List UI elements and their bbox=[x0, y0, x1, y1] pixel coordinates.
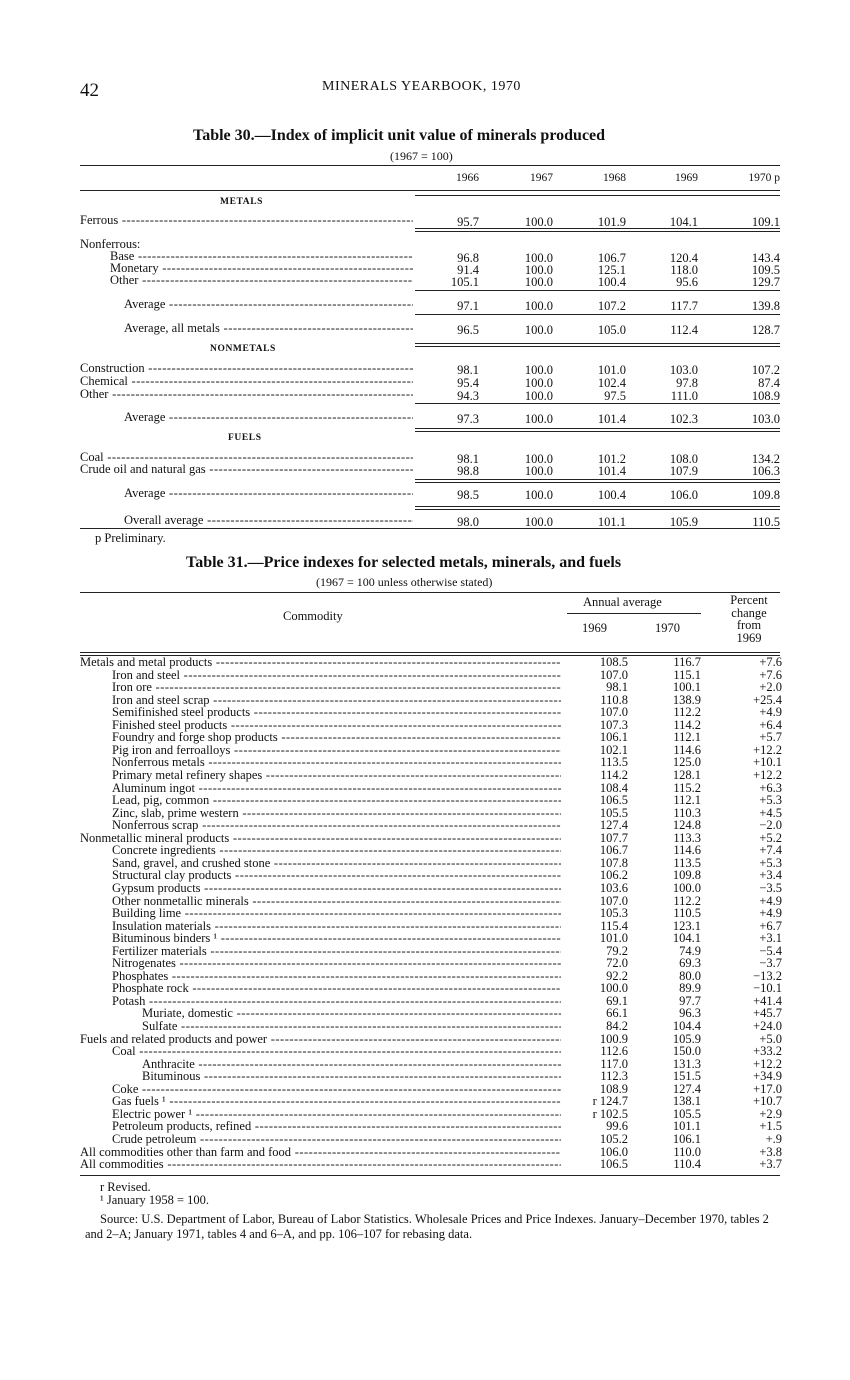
table30-rule bbox=[415, 195, 780, 196]
table30-cell: 95.6 bbox=[676, 275, 698, 289]
table30-rule bbox=[415, 431, 780, 432]
table31-cell-1970: 114.6 bbox=[673, 843, 701, 858]
table31-cell-1969: 112.3 bbox=[600, 1069, 628, 1084]
table30-cell: 100.0 bbox=[524, 464, 553, 478]
table30-rule bbox=[415, 506, 780, 507]
table31-cell-pct: +6.7 bbox=[759, 918, 782, 933]
table31-cell-1970: 112.2 bbox=[673, 893, 701, 908]
table31-cell-1969: 100.9 bbox=[599, 1031, 628, 1046]
table31-footnote-1: ¹ January 1958 = 100. bbox=[100, 1193, 210, 1207]
table31-row-label: Zinc, slab, prime western ----- bbox=[112, 807, 561, 820]
table31-1969-header: 1969 bbox=[582, 621, 607, 635]
table30-cell: 98.0 bbox=[457, 515, 479, 529]
table31-cell-1969: 107.0 bbox=[599, 893, 628, 908]
table30-rule bbox=[415, 428, 780, 429]
table31-cell-1969: 127.4 bbox=[599, 818, 628, 833]
table31-cell-pct: +3.1 bbox=[759, 931, 782, 946]
table30-row-label: Coal ----- bbox=[80, 450, 413, 465]
table30-cell: 105.1 bbox=[450, 275, 479, 289]
table31-row-label: Primary metal refinery shapes ----- bbox=[112, 769, 561, 782]
table30-section-heading: METALS bbox=[220, 197, 264, 207]
table30-rule bbox=[415, 231, 780, 232]
table31-cell-pct: +5.2 bbox=[759, 830, 782, 845]
table31-cell-1970: 97.7 bbox=[679, 993, 701, 1008]
table31-row-label: Nonferrous scrap ----- bbox=[112, 819, 561, 832]
table30-cell: 87.4 bbox=[758, 376, 780, 390]
table31-row-label: Coke ----- bbox=[112, 1083, 561, 1096]
table31-row-label: Muriate, domestic ----- bbox=[142, 1007, 561, 1020]
table31-cell-1970: 104.1 bbox=[672, 931, 701, 946]
table30-row-label: Average, all metals ----- bbox=[124, 321, 413, 336]
table31-cell-1970: 100.1 bbox=[672, 680, 701, 695]
table31-cell-1969: 106.1 bbox=[599, 730, 628, 745]
table30-cell: 120.4 bbox=[669, 251, 698, 265]
table31-footnote-revised: r Revised. bbox=[100, 1180, 151, 1194]
table30-cell: 100.0 bbox=[524, 275, 553, 289]
table30-subtitle: (1967 = 100) bbox=[390, 149, 453, 163]
table30-cell: 107.9 bbox=[669, 464, 698, 478]
table30-row-label: Ferrous ----- bbox=[80, 213, 413, 228]
table31-cell-1970: 101.1 bbox=[672, 1119, 701, 1134]
table30-cell: 96.5 bbox=[457, 323, 479, 337]
table30-row-label: Crude oil and natural gas ----- bbox=[80, 462, 413, 477]
table31-cell-pct: +17.0 bbox=[753, 1081, 782, 1096]
table31-cell-pct: +4.9 bbox=[759, 705, 782, 720]
table30-row-label: Overall average ----- bbox=[124, 513, 413, 528]
table31-cell-1970: 89.9 bbox=[679, 981, 701, 996]
table31-cell-1969: 114.2 bbox=[600, 768, 628, 782]
table30-cell: 101.2 bbox=[597, 452, 626, 466]
table31-cell-1970: 96.3 bbox=[679, 1006, 701, 1021]
table30-cell: 109.8 bbox=[751, 488, 780, 502]
table30-cell: 103.0 bbox=[751, 412, 780, 426]
table30-cell: 100.0 bbox=[524, 515, 553, 529]
table31-cell-pct: +7.4 bbox=[759, 843, 782, 858]
table30-title: Table 30.—Index of implicit unit value of minerals produced bbox=[193, 127, 606, 144]
table31-cell-pct: +4.9 bbox=[759, 906, 782, 920]
table30-row-label: Construction ----- bbox=[80, 361, 413, 376]
table31-row-label: Lead, pig, common ----- bbox=[112, 794, 561, 807]
table31-row-label: Iron ore ----- bbox=[112, 681, 561, 694]
table31-bottom-rule bbox=[80, 1175, 780, 1176]
table31-cell-1969: 115.4 bbox=[600, 918, 628, 933]
table30-cell: 107.2 bbox=[751, 363, 780, 377]
table31-title: Table 31.—Price indexes for selected metals, minerals, and fuels bbox=[186, 554, 622, 571]
table31-row-label: Nitrogenates ----- bbox=[112, 957, 561, 970]
table30-cell: 100.0 bbox=[524, 263, 553, 277]
table30-cell: 100.4 bbox=[597, 275, 626, 289]
table31-cell-1969: 99.6 bbox=[606, 1119, 628, 1134]
table30-cell: 129.7 bbox=[751, 275, 780, 289]
table31-row-label: Phosphates ----- bbox=[112, 970, 561, 983]
table30-cell: 139.8 bbox=[751, 299, 780, 313]
table31-cell-pct: +7.6 bbox=[759, 667, 782, 682]
table30-cell: 101.4 bbox=[597, 412, 626, 426]
table31-cell-pct: +5.0 bbox=[759, 1031, 782, 1046]
table31-cell-pct: +3.4 bbox=[759, 868, 782, 883]
table31-cell-pct: +10.1 bbox=[753, 755, 782, 770]
table31-cell-1970: 128.1 bbox=[672, 768, 701, 782]
table31-cell-1970: 109.8 bbox=[672, 868, 701, 883]
table31-cell-1969: 107.7 bbox=[599, 830, 628, 845]
table31-cell-pct: +7.6 bbox=[759, 655, 782, 669]
table30-cell: 101.4 bbox=[597, 464, 626, 478]
table30-section-heading: NONMETALS bbox=[210, 344, 276, 354]
table31-cell-1969: 110.8 bbox=[600, 692, 628, 707]
table30-cell: 96.8 bbox=[457, 251, 479, 265]
table30-row-label: Monetary ----- bbox=[110, 261, 413, 276]
table31-pct-header: Percent change from 1969 bbox=[730, 593, 768, 645]
table31-cell-1970: 127.4 bbox=[672, 1081, 701, 1096]
table31-top-rule bbox=[80, 592, 780, 593]
table31-cell-1969: 106.5 bbox=[599, 793, 628, 807]
table31-cell-1970: 150.0 bbox=[672, 1044, 701, 1058]
table30-col-header: 1967 bbox=[530, 172, 553, 184]
table31-cell-1969: 108.4 bbox=[599, 780, 628, 795]
table31-header-rule bbox=[80, 652, 780, 653]
table31-cell-1970: 110.0 bbox=[673, 1144, 701, 1159]
table30-cell: 100.0 bbox=[524, 376, 553, 390]
table30-cell: 103.0 bbox=[669, 363, 698, 377]
table30-cell: 95.7 bbox=[457, 215, 479, 229]
table30-cell: 97.3 bbox=[457, 412, 479, 426]
table31-source-note: Source: U.S. Department of Labor, Bureau of Labor Statistics. Wholesale Prices and Price Indexes. January–December 1970, tables 2 and 2–A; January 1971, tables 4 and 6–A, and pp. 106–107 for rebasing data. bbox=[85, 1212, 769, 1241]
table30-cell: 108.0 bbox=[669, 452, 698, 466]
table30-rule bbox=[415, 343, 780, 344]
table31-subtitle: (1967 = 100 unless otherwise stated) bbox=[316, 575, 493, 589]
table31-cell-1970: 105.5 bbox=[672, 1106, 701, 1121]
table30-rule bbox=[415, 482, 780, 483]
table31-cell-1970: 113.3 bbox=[673, 830, 701, 845]
table31-cell-1969: 117.0 bbox=[600, 1056, 628, 1071]
table30-cell: 112.4 bbox=[670, 323, 698, 337]
table30-row-label: Nonferrous: bbox=[80, 237, 141, 251]
table30-cell: 125.1 bbox=[597, 263, 626, 277]
table31-row-label: Nonferrous metals ----- bbox=[112, 756, 561, 769]
table31-cell-pct: +25.4 bbox=[753, 692, 782, 707]
table30-cell: 118.0 bbox=[670, 263, 698, 277]
table30-row-label: Other ----- bbox=[80, 387, 413, 402]
table31-cell-pct: +2.0 bbox=[759, 680, 782, 695]
table31-1970-header: 1970 bbox=[655, 621, 680, 635]
table31-cell-1969: 106.7 bbox=[599, 843, 628, 858]
table31-cell-1969: 92.2 bbox=[606, 968, 628, 983]
table30-cell: 100.0 bbox=[524, 323, 553, 337]
table30-rule bbox=[415, 509, 780, 510]
table31-cell-pct: +24.0 bbox=[753, 1019, 782, 1033]
table30-cell: 105.0 bbox=[597, 323, 626, 337]
table30-row-label: Average ----- bbox=[124, 297, 413, 312]
table31-cell-1970: 115.2 bbox=[673, 780, 701, 795]
table31-cell-1969: r 124.7 bbox=[592, 1094, 628, 1109]
table31-cell-1970: 138.9 bbox=[672, 692, 701, 707]
table30-col-header: 1966 bbox=[456, 172, 479, 184]
table31-cell-pct: +34.9 bbox=[753, 1069, 782, 1084]
table30-cell: 110.5 bbox=[752, 515, 780, 529]
table31-cell-1970: 114.6 bbox=[673, 742, 701, 757]
table31-cell-1970: 123.1 bbox=[672, 918, 701, 933]
table30-cell: 98.1 bbox=[457, 452, 479, 466]
table30-cell: 100.0 bbox=[524, 251, 553, 265]
table31-row-label: Bituminous ----- bbox=[142, 1070, 561, 1083]
table30-cell: 100.0 bbox=[524, 389, 553, 403]
table30-rule bbox=[415, 479, 780, 480]
table31-cell-1969: 98.1 bbox=[606, 680, 628, 695]
table30-col-header: 1970 p bbox=[748, 172, 780, 184]
table30-cell: 95.4 bbox=[457, 376, 479, 390]
table31-cell-pct: −13.2 bbox=[753, 968, 782, 983]
table30-cell: 107.2 bbox=[597, 299, 626, 313]
table31-cell-1970: 113.5 bbox=[673, 855, 701, 870]
table30-cell: 111.0 bbox=[670, 389, 698, 403]
table31-cell-pct: +6.4 bbox=[759, 717, 782, 732]
table31-cell-pct: +4.9 bbox=[759, 893, 782, 908]
table31-cell-1970: 69.3 bbox=[679, 956, 701, 971]
table31-row-label: Foundry and forge shop products ----- bbox=[112, 731, 561, 744]
table31-cell-pct: +41.4 bbox=[753, 993, 782, 1008]
table30-section-heading: FUELS bbox=[228, 433, 262, 443]
table31-cell-1970: 115.1 bbox=[673, 667, 701, 682]
table30-cell: 106.7 bbox=[597, 251, 626, 265]
table30-cell: 106.0 bbox=[669, 488, 698, 502]
table31-row-label: Metals and metal products ----- bbox=[80, 656, 561, 669]
table30-cell: 128.7 bbox=[751, 323, 780, 337]
table31-cell-pct: +4.5 bbox=[759, 805, 782, 820]
table30-row-label: Base ----- bbox=[110, 249, 413, 264]
table31-cell-1969: 105.5 bbox=[599, 805, 628, 820]
table30-cell: 102.3 bbox=[669, 412, 698, 426]
table30-rule bbox=[415, 290, 780, 291]
table31-row-label: Concrete ingredients ----- bbox=[112, 844, 561, 857]
table31-row-label: Sand, gravel, and crushed stone ----- bbox=[112, 857, 561, 870]
table31-row-label: Potash ----- bbox=[112, 995, 561, 1008]
table31-cell-1970: 124.8 bbox=[672, 818, 701, 833]
table30-cell: 101.1 bbox=[597, 515, 626, 529]
table31-row-label: Electric power ¹ ----- bbox=[112, 1108, 561, 1121]
table30-cell: 143.4 bbox=[751, 251, 780, 265]
table31-row-label: Fuels and related products and power ----- bbox=[80, 1033, 561, 1046]
table30-cell: 91.4 bbox=[457, 263, 479, 277]
table31-cell-pct: +3.7 bbox=[759, 1157, 782, 1171]
table31-row-label: Semifinished steel products ----- bbox=[112, 706, 561, 719]
table30-cell: 97.1 bbox=[457, 299, 479, 313]
table31-row-label: Pig iron and ferroalloys ----- bbox=[112, 744, 561, 757]
table31-cell-pct: +45.7 bbox=[753, 1006, 782, 1021]
table31-cell-1969: 72.0 bbox=[606, 956, 628, 971]
running-title: MINERALS YEARBOOK, 1970 bbox=[322, 79, 521, 94]
table31-cell-pct: −2.0 bbox=[759, 818, 782, 833]
table31-cell-1970: 151.5 bbox=[672, 1069, 701, 1084]
table30-cell: 101.9 bbox=[597, 215, 626, 229]
table31-cell-pct: +2.9 bbox=[759, 1106, 782, 1121]
table31-cell-1969: 113.5 bbox=[600, 755, 628, 770]
table31-cell-pct: +6.3 bbox=[759, 780, 782, 795]
table31-cell-1969: 103.6 bbox=[599, 880, 628, 895]
table31-row-label: Other nonmetallic minerals ----- bbox=[112, 895, 561, 908]
table30-row-label: Chemical ----- bbox=[80, 374, 413, 389]
table31-cell-1969: 102.1 bbox=[599, 742, 628, 757]
table31-cell-1969: 105.2 bbox=[599, 1131, 628, 1146]
table30-header-rule bbox=[80, 190, 780, 191]
table31-row-label: Nonmetallic mineral products ----- bbox=[80, 832, 561, 845]
table31-cell-pct: +5.3 bbox=[759, 855, 782, 870]
table31-cell-pct: +12.2 bbox=[753, 768, 782, 782]
table31-cell-1970: 80.0 bbox=[679, 968, 701, 983]
table30-row-label: Average ----- bbox=[124, 486, 413, 501]
table31-row-label: Coal ----- bbox=[112, 1045, 561, 1058]
table30-row-label: Other ----- bbox=[110, 273, 413, 288]
table31-cell-1969: 108.5 bbox=[599, 655, 628, 669]
table30-cell: 109.5 bbox=[751, 263, 780, 277]
table30-rule bbox=[415, 346, 780, 347]
table31-cell-1969: 106.2 bbox=[599, 868, 628, 883]
table31-row-label: All commodities other than farm and food ----- bbox=[80, 1146, 561, 1159]
table30-cell: 100.0 bbox=[524, 299, 553, 313]
table30-cell: 97.8 bbox=[676, 376, 698, 390]
table31-cell-1970: 100.0 bbox=[672, 880, 701, 895]
table31-cell-1970: 104.4 bbox=[672, 1019, 701, 1033]
table31-row-label: Crude petroleum ----- bbox=[112, 1133, 561, 1146]
table31-cell-1970: 138.1 bbox=[672, 1094, 701, 1109]
table30-cell: 100.4 bbox=[597, 488, 626, 502]
table31-row-label: Finished steel products ----- bbox=[112, 719, 561, 732]
table30-cell: 100.0 bbox=[524, 363, 553, 377]
table30-cell: 104.1 bbox=[669, 215, 698, 229]
table30-cell: 98.1 bbox=[457, 363, 479, 377]
table30-col-header: 1968 bbox=[603, 172, 626, 184]
table30-cell: 105.9 bbox=[669, 515, 698, 529]
table31-cell-1970: 106.1 bbox=[672, 1131, 701, 1146]
table30-cell: 98.8 bbox=[457, 464, 479, 478]
table31-cell-1969: 107.3 bbox=[599, 717, 628, 732]
table31-cell-1970: 110.3 bbox=[673, 805, 701, 820]
table30-footnote: p Preliminary. bbox=[95, 531, 166, 545]
table31-commodity-header: Commodity bbox=[283, 609, 343, 623]
table30-cell: 100.0 bbox=[524, 215, 553, 229]
table30-col-header: 1969 bbox=[675, 172, 698, 184]
table31-cell-1970: 131.3 bbox=[672, 1056, 701, 1071]
table31-cell-pct: +5.7 bbox=[759, 730, 782, 745]
table30-cell: 109.1 bbox=[751, 215, 780, 229]
table30-row-label: Average ----- bbox=[124, 410, 413, 425]
table31-row-label: Gypsum products ----- bbox=[112, 882, 561, 895]
table31-cell-pct: +33.2 bbox=[753, 1044, 782, 1058]
table31-cell-1970: 110.5 bbox=[673, 906, 701, 920]
table31-cell-pct: −5.4 bbox=[759, 943, 782, 958]
table31-cell-1969: 106.0 bbox=[599, 1144, 628, 1159]
table31-cell-1970: 112.1 bbox=[673, 793, 701, 807]
table31-cell-pct: +.9 bbox=[765, 1131, 782, 1146]
table31-row-label: Insulation materials ----- bbox=[112, 920, 561, 933]
table31-cell-1969: 79.2 bbox=[606, 943, 628, 958]
table31-cell-1970: 125.0 bbox=[672, 755, 701, 770]
table31-row-label: Iron and steel ----- bbox=[112, 669, 561, 682]
table30-cell: 100.0 bbox=[524, 452, 553, 466]
table31-cell-pct: +12.2 bbox=[753, 1056, 782, 1071]
table31-row-label: All commodities ----- bbox=[80, 1158, 561, 1171]
table31-cell-1969: 101.0 bbox=[599, 931, 628, 946]
table31-row-label: Structural clay products ----- bbox=[112, 869, 561, 882]
table31-row-label: Building lime ----- bbox=[112, 907, 561, 920]
table31-cell-pct: +10.7 bbox=[753, 1094, 782, 1109]
table31-row-label: Fertilizer materials ----- bbox=[112, 945, 561, 958]
table30-cell: 100.0 bbox=[524, 412, 553, 426]
table31-cell-1969: 107.0 bbox=[599, 667, 628, 682]
table30-cell: 101.0 bbox=[597, 363, 626, 377]
table31-cell-1970: 114.2 bbox=[673, 717, 701, 732]
table31-cell-pct: −3.7 bbox=[759, 956, 782, 971]
table31-cell-pct: −10.1 bbox=[753, 981, 782, 996]
table30-cell: 106.3 bbox=[751, 464, 780, 478]
table31-cell-1969: 100.0 bbox=[599, 981, 628, 996]
table31-annual-header: Annual average bbox=[583, 595, 662, 609]
table30-cell: 102.4 bbox=[597, 376, 626, 390]
table30-cell: 117.7 bbox=[670, 299, 698, 313]
table31-cell-pct: −3.5 bbox=[759, 880, 782, 895]
table31-cell-1970: 105.9 bbox=[672, 1031, 701, 1046]
table31-row-label: Aluminum ingot ----- bbox=[112, 782, 561, 795]
table31-annual-rule bbox=[567, 613, 701, 614]
table31-row-label: Phosphate rock ----- bbox=[112, 982, 561, 995]
table31-cell-pct: +12.2 bbox=[753, 742, 782, 757]
table31-cell-pct: +1.5 bbox=[759, 1119, 782, 1134]
table31-cell-1970: 116.7 bbox=[673, 655, 701, 669]
table31-row-label: Petroleum products, refined ----- bbox=[112, 1120, 561, 1133]
table31-row-label: Iron and steel scrap ----- bbox=[112, 694, 561, 707]
table30-top-rule bbox=[80, 165, 780, 166]
table30-cell: 94.3 bbox=[457, 389, 479, 403]
table31-cell-1969: 112.6 bbox=[600, 1044, 628, 1058]
table31-cell-pct: +5.3 bbox=[759, 793, 782, 807]
table30-cell: 134.2 bbox=[751, 452, 780, 466]
table30-cell: 108.9 bbox=[751, 389, 780, 403]
table31-row-label: Sulfate ----- bbox=[142, 1020, 561, 1033]
table31-cell-1970: 112.2 bbox=[673, 705, 701, 720]
table31-cell-1969: 69.1 bbox=[606, 993, 628, 1008]
table30-cell: 98.5 bbox=[457, 488, 479, 502]
table30-cell: 100.0 bbox=[524, 488, 553, 502]
table31-cell-1969: 107.8 bbox=[599, 855, 628, 870]
table31-cell-1969: 105.3 bbox=[599, 906, 628, 920]
table31-cell-1969: 108.9 bbox=[599, 1081, 628, 1096]
page-number: 42 bbox=[80, 80, 99, 101]
table31-cell-1970: 74.9 bbox=[679, 943, 701, 958]
table30-cell: 97.5 bbox=[604, 389, 626, 403]
table31-cell-1969: 66.1 bbox=[606, 1006, 628, 1021]
table31-cell-1970: 112.1 bbox=[673, 730, 701, 745]
table31-row-label: Bituminous binders ¹ ----- bbox=[112, 932, 561, 945]
table31-cell-1969: 107.0 bbox=[599, 705, 628, 720]
table31-cell-pct: +3.8 bbox=[759, 1144, 782, 1159]
table31-cell-1969: 84.2 bbox=[606, 1019, 628, 1033]
table31-row-label: Anthracite ----- bbox=[142, 1058, 561, 1071]
table30-rule bbox=[415, 314, 780, 315]
table31-cell-1970: 110.4 bbox=[673, 1157, 701, 1171]
table31-cell-1969: r 102.5 bbox=[592, 1106, 628, 1121]
table31-cell-1969: 106.5 bbox=[599, 1157, 628, 1171]
table31-row-label: Gas fuels ¹ ----- bbox=[112, 1095, 561, 1108]
